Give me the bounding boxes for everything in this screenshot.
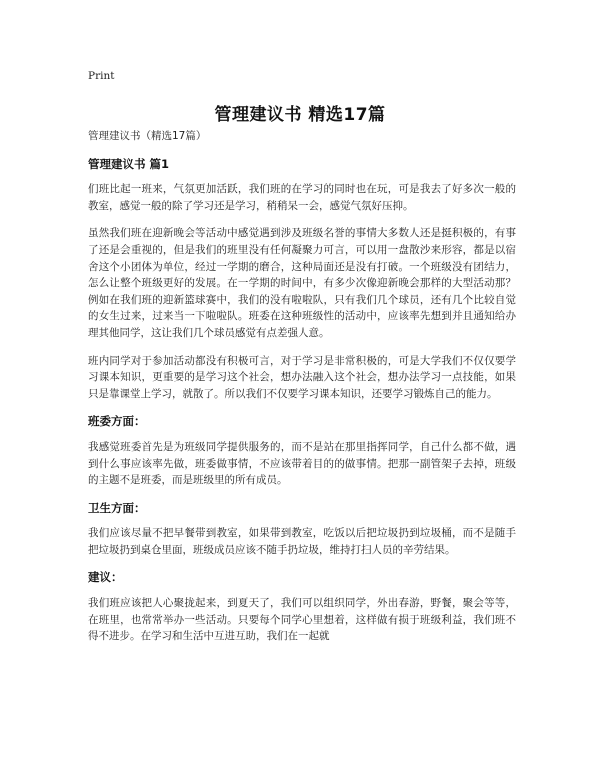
section [88, 569, 516, 644]
document-subtitle: 管理建议书（精选17篇） [88, 130, 207, 142]
section [88, 500, 516, 559]
section-heading: 班委方面： [88, 414, 146, 429]
section-heading: 卫生方面： [88, 500, 146, 515]
print-label: Print [88, 70, 115, 82]
paragraph: 我感觉班委首先是为班级同学提供服务的，而不是站在那里指挥同学，自己什么都不做，遇到什么事应该率先做，班委做事情，不应该带着目的的做事情。把那一副管架子去掉，班级的主题不是班委，而是班级里的所有成员。 [88, 440, 516, 487]
paragraph: 们班比起一班来，气氛更加活跃，我们班的在学习的同时也在玩，可是我去了好多次一般的教室，感觉一般的除了学习还是学习，稍稍呆一会，感觉气氛好压抑。 [88, 183, 516, 212]
section-heading: 建议： [88, 570, 123, 585]
paragraph: 虽然我们班在迎新晚会等活动中感觉遇到涉及班级名誉的事情大多数人还是挺积极的，有事了还是会重视的，但是我们的班里没有任何凝聚力可言，可以用一盘散沙来形容，都是以宿舍这个小团体为单位，经过一学期的磨合，这种局面还是没有打破。一个班级没有团结力，怎么让整个班级更好的发展。在一学期的时间中，有多少次像迎新晚会那样的大型活动那？例如在我们班的迎新篮球赛中，我们的没有啦啦队，只有我们几个球员，还有几个比较自觉的女生过来，过来当一下啦啦队。班委在这种班级性的活动中，应该率先想到并且通知给办理其他同学，这让我们几个球员感觉有点差强人意。 [88, 227, 516, 339]
section [88, 413, 516, 488]
page-title: 管理建议书 精选17篇 [214, 105, 386, 125]
paragraph: 我们应该尽量不把早餐带到教室，如果带到教室，吃饭以后把垃圾扔到垃圾桶，而不是随手把垃圾扔到桌仓里面，班级成员应该不随手扔垃圾，维持打扫人员的辛劳结果。 [88, 527, 516, 556]
section [88, 156, 516, 403]
section-heading: 管理建议书 篇1 [88, 156, 170, 171]
document-body [88, 128, 516, 656]
paragraph: 我们班应该把人心聚拢起来，到夏天了，我们可以组织同学，外出春游，野餐，聚会等等，在班里，也常常举办一些活动。只要每个同学心里想着，这样做有损于班级利益，我们班不得不进步。在学习和生活中互进互助，我们在一起就 [88, 597, 516, 643]
paragraph: 班内同学对于参加活动都没有积极可言，对于学习是非常积极的，可是大学我们不仅仅要学习课本知识，更重要的是学习这个社会，想办法融入这个社会，想办法学习一点技能，如果只是靠课堂上学习，就散了。所以我们不仅要学习课本知识，还要学习锻炼自己的能力。 [88, 354, 516, 400]
